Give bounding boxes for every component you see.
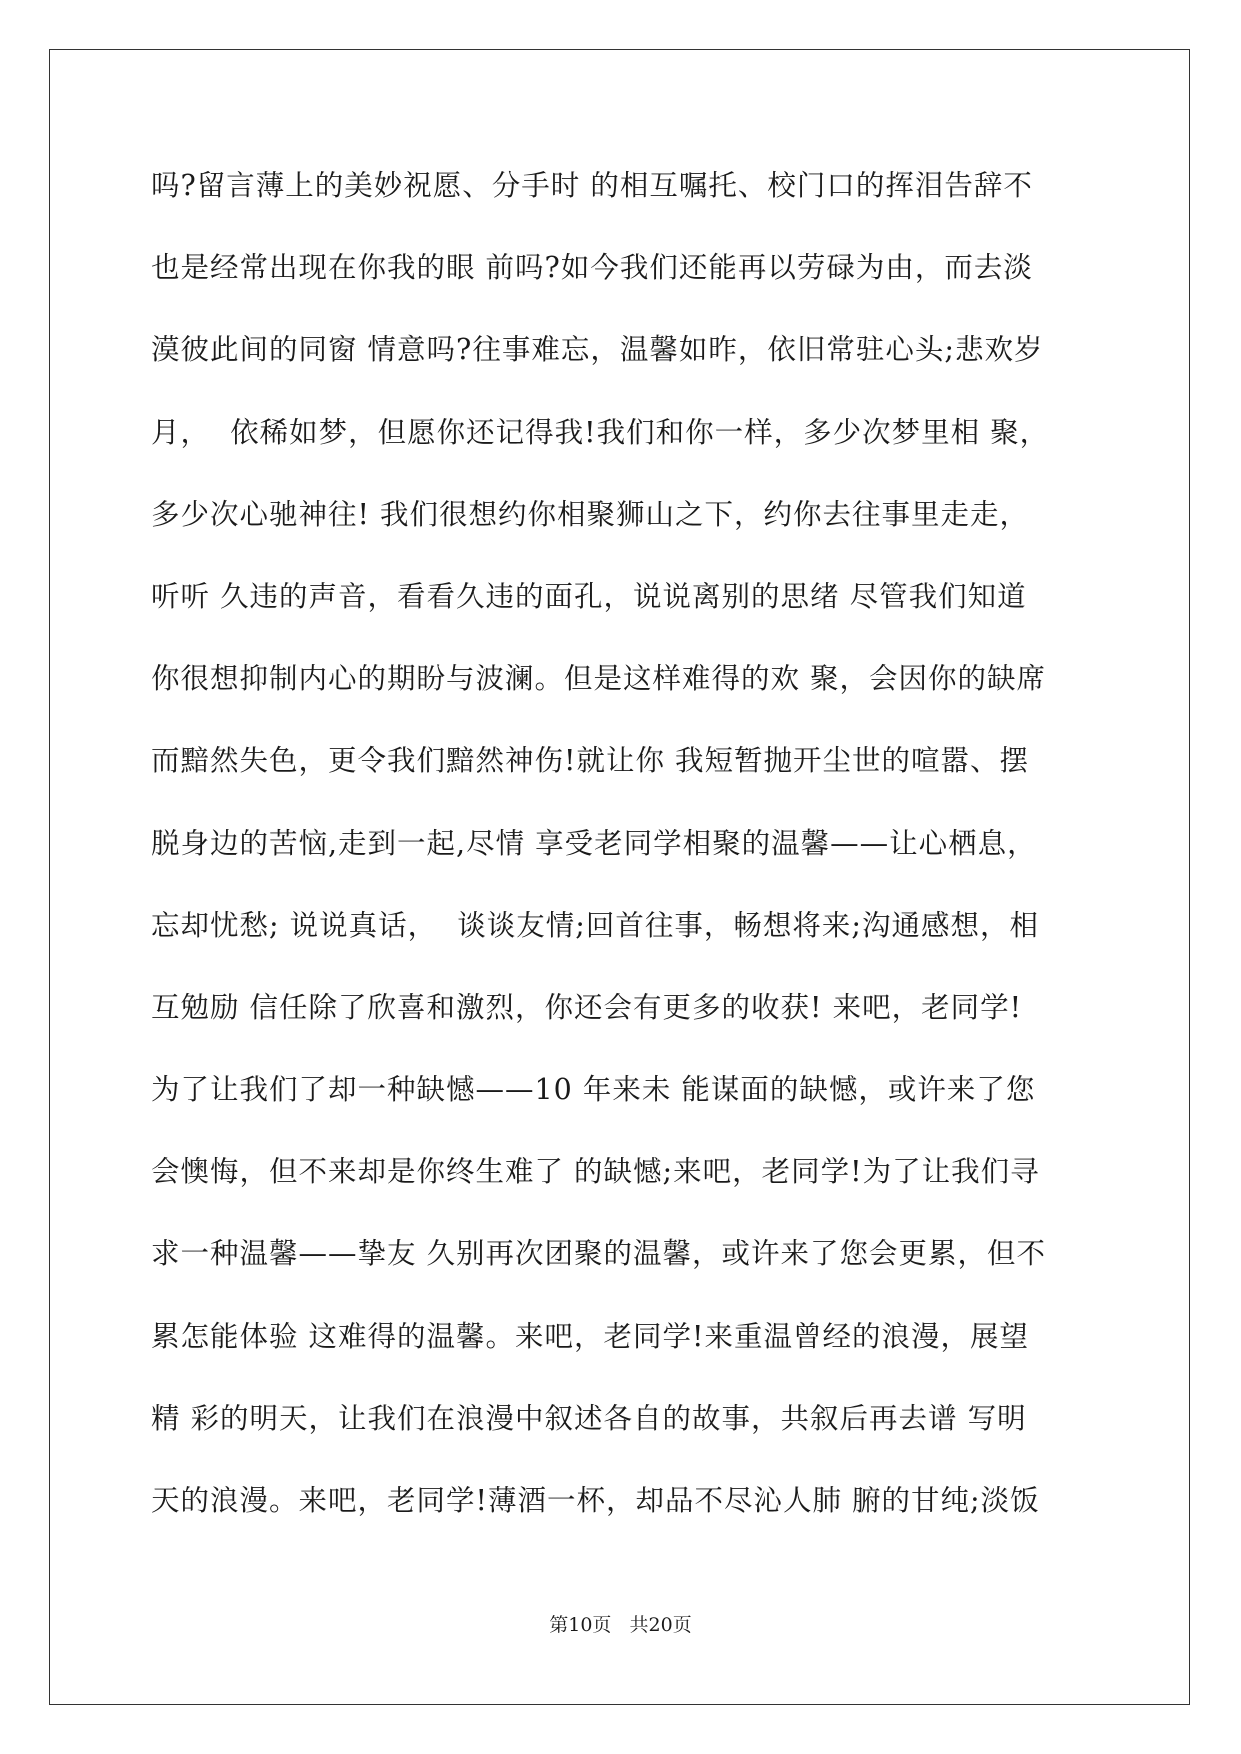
text-line: 多少次心驰神往! 我们很想约你相聚狮山之下，约你去往事里走走， bbox=[151, 497, 1030, 531]
page-number-footer: 第10页 共20页 bbox=[549, 1614, 692, 1636]
text-line: 求一种温馨——挚友 久别再次团聚的温馨，或许来了您会更累，但不 bbox=[151, 1237, 1047, 1271]
text-line: 会懊悔，但不来却是你终生难了 的缺憾;来吧，老同学!为了让我们寻 bbox=[151, 1155, 1040, 1189]
text-line: 天的浪漫。来吧，老同学!薄酒一杯，却品不尽沁人肺 腑的甘纯;淡饭 bbox=[151, 1484, 1040, 1517]
text-line: 吗?留言薄上的美妙祝愿、分手时 的相互嘱托、校门口的挥泪告辞不 bbox=[151, 169, 1033, 202]
text-line: 为了让我们了却一种缺憾——10 年来未 能谋面的缺憾，或许来了您 bbox=[151, 1073, 1036, 1107]
text-line: 累怎能体验 这难得的温馨。来吧，老同学!来重温曾经的浪漫，展望 bbox=[151, 1319, 1030, 1353]
text-line: 也是经常出现在你我的眼 前吗?如今我们还能再以劳碌为由，而去淡 bbox=[151, 251, 1033, 285]
text-line: 听听 久违的声音，看看久违的面孔，说说离别的思绪 尽管我们知道 bbox=[151, 579, 1027, 613]
text-line: 忘却忧愁; 说说真话， 谈谈友情;回首往事，畅想将来;沟通感想，相 bbox=[151, 908, 1039, 942]
text-line: 精 彩的明天，让我们在浪漫中叙述各自的故事，共叙后再去谱 写明 bbox=[151, 1401, 1027, 1435]
text-line: 互勉励 信任除了欣喜和激烈，你还会有更多的收获! 来吧，老同学! bbox=[151, 990, 1023, 1024]
text-line: 你很想抑制内心的期盼与波澜。但是这样难得的欢 聚，会因你的缺席 bbox=[151, 662, 1047, 696]
text-line: 而黯然失色，更令我们黯然神伤!就让你 我短暂抛开尘世的喧嚣、摆 bbox=[151, 744, 1030, 778]
document-body bbox=[151, 160, 1091, 1557]
text-line: 脱身边的苦恼,走到一起,尽情 享受老同学相聚的温馨——让心栖息， bbox=[151, 826, 1037, 860]
text-line: 月， 依稀如梦，但愿你还记得我!我们和你一样，多少次梦里相 聚， bbox=[151, 415, 1050, 449]
text-line: 漠彼此间的同窗 情意吗?往事难忘，温馨如昨，依旧常驻心头;悲欢岁 bbox=[151, 333, 1044, 367]
